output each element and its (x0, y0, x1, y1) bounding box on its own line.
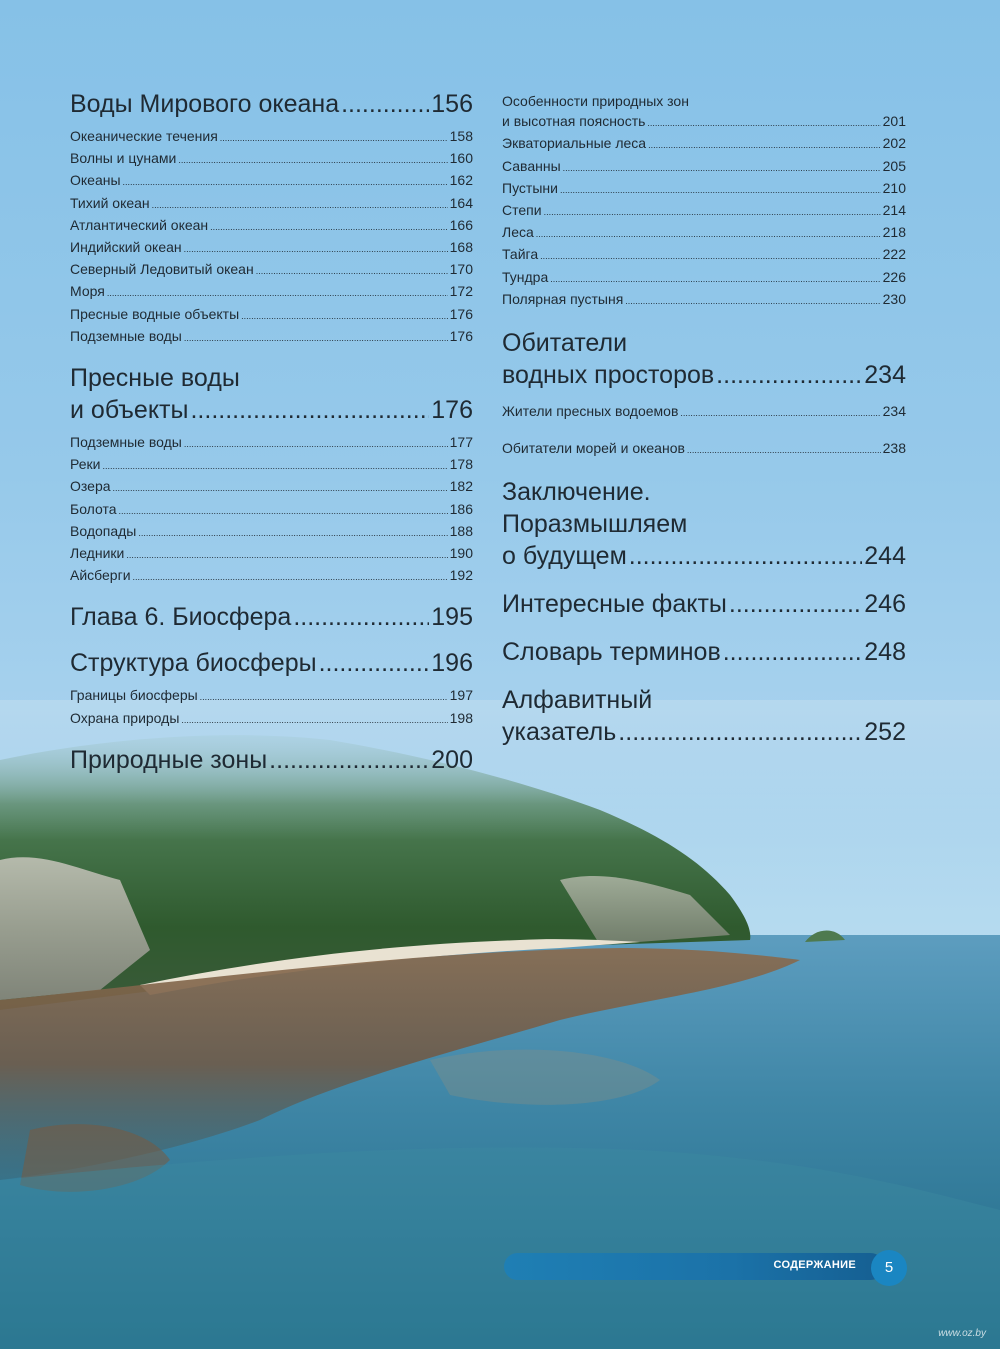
toc-right-column (502, 91, 906, 748)
toc-item[interactable] (70, 454, 473, 476)
section-title-line: Пресные воды (70, 364, 240, 393)
item-label: Пресные водные объекты (70, 305, 240, 322)
section-page: 196 (431, 649, 473, 678)
toc-item[interactable] (70, 432, 473, 454)
item-page: 162 (449, 172, 473, 189)
toc-entry[interactable] (502, 540, 906, 572)
dot-leader (729, 588, 862, 620)
dot-leader (210, 217, 447, 237)
dot-leader (687, 440, 881, 460)
dot-leader (341, 88, 429, 120)
item-page: 166 (449, 216, 473, 233)
item-label: Океанические течения (70, 128, 218, 144)
item-page: 192 (449, 567, 473, 584)
dot-leader (138, 523, 447, 543)
dot-leader (319, 647, 430, 679)
toc-item[interactable] (502, 289, 906, 311)
item-page: 226 (882, 268, 906, 285)
dot-leader (550, 269, 880, 289)
dot-leader (178, 150, 447, 170)
toc-entry[interactable] (70, 744, 473, 776)
item-page: 205 (882, 157, 906, 174)
section-title: Глава 6. Биосфера (70, 603, 292, 632)
section-title-line: Алфавитный (502, 686, 653, 715)
toc-entry[interactable] (502, 588, 906, 620)
toc-item[interactable] (70, 193, 473, 215)
dot-leader (680, 403, 880, 423)
toc-item[interactable] (502, 401, 906, 423)
dot-leader (723, 636, 863, 668)
section-title-line: Заключение. (502, 478, 651, 507)
dot-leader (184, 328, 448, 348)
item-label: Атлантический океан (70, 216, 209, 233)
toc-item[interactable] (70, 685, 473, 707)
item-label: Тихий океан (70, 194, 150, 211)
item-page: 218 (882, 224, 906, 241)
toc-item[interactable] (502, 178, 906, 200)
toc-entry[interactable] (70, 601, 473, 633)
toc-section-facts (502, 588, 906, 620)
item-label: Экваториальные леса (502, 135, 647, 152)
item-page: 214 (882, 202, 906, 219)
section-title-line: Поразмышляем (502, 510, 688, 539)
footer-section-tab (504, 1253, 884, 1280)
item-page: 188 (449, 522, 473, 539)
dot-leader (107, 283, 448, 303)
toc-item[interactable] (502, 111, 906, 133)
toc-item[interactable] (70, 543, 473, 565)
toc-item[interactable] (70, 281, 473, 303)
section-title: указатель (502, 718, 617, 747)
section-page: 252 (864, 718, 906, 747)
item-label: Степи (502, 202, 542, 219)
dot-leader (536, 224, 881, 244)
item-label: Границы биосферы (70, 687, 198, 704)
dot-leader (648, 135, 881, 155)
toc-section-index (502, 684, 906, 748)
dot-leader (190, 394, 429, 426)
footer-label: СОДЕРЖАНИЕ (773, 1259, 856, 1271)
toc-item[interactable] (70, 708, 473, 730)
dot-leader (184, 434, 448, 454)
item-page: 190 (449, 545, 473, 562)
item-label: Саванны (502, 157, 561, 174)
dot-leader (119, 501, 448, 521)
item-page: 170 (449, 261, 473, 278)
dot-leader (563, 158, 881, 178)
item-label: Болота (70, 500, 117, 517)
item-page: 168 (449, 239, 473, 256)
item-label: Обитатели морей и океанов (502, 440, 685, 457)
toc-item[interactable] (70, 126, 473, 148)
section-title: Словарь терминов (502, 638, 721, 667)
section-page: 195 (431, 603, 473, 632)
section-title: и объекты (70, 396, 189, 425)
toc-section-conclusion (502, 476, 906, 572)
item-page: 182 (449, 478, 473, 495)
toc-item[interactable] (502, 438, 906, 460)
item-label: Леса (502, 224, 534, 241)
dot-leader (716, 359, 862, 391)
item-label: Полярная пустыня (502, 290, 624, 307)
item-page: 178 (449, 456, 473, 473)
section-page: 176 (431, 396, 473, 425)
item-page: 158 (449, 128, 473, 144)
item-label: Жители пресных водоемов (502, 403, 679, 420)
toc-entry[interactable] (502, 636, 906, 668)
toc-section-ocean-waters (70, 88, 473, 348)
toc-entry[interactable] (502, 359, 906, 391)
toc-item[interactable] (70, 476, 473, 498)
section-page: 248 (864, 638, 906, 667)
dot-leader (629, 540, 863, 572)
item-page: 222 (882, 246, 906, 263)
item-label: Озера (70, 478, 111, 495)
section-title: Интересные факты (502, 590, 727, 619)
section-title-line: Обитатели (502, 329, 628, 358)
zones-intro-line: Особенности природных зон (502, 93, 689, 109)
item-page: 202 (882, 135, 906, 152)
section-page: 156 (431, 90, 473, 118)
dot-leader (647, 113, 880, 133)
dot-leader (184, 239, 448, 259)
toc-section-inhabitants (502, 327, 906, 460)
toc-item[interactable] (502, 133, 906, 155)
dot-leader (152, 195, 448, 215)
toc-item[interactable] (70, 215, 473, 237)
item-label: Пустыни (502, 179, 558, 196)
section-title: Воды Мирового океана (70, 90, 340, 118)
dot-leader (540, 246, 881, 266)
toc-item[interactable] (70, 170, 473, 192)
section-page: 244 (864, 542, 906, 571)
item-label: Охрана природы (70, 709, 180, 726)
item-page: 201 (882, 113, 906, 130)
toc-item[interactable] (502, 156, 906, 178)
toc-entry[interactable] (502, 716, 906, 748)
dot-leader (123, 172, 448, 192)
page-number: 5 (871, 1250, 907, 1286)
item-page: 238 (882, 440, 906, 457)
section-page: 234 (864, 361, 906, 390)
toc-item[interactable] (70, 259, 473, 281)
item-page: 164 (449, 194, 473, 211)
item-page: 210 (882, 179, 906, 196)
toc-entry[interactable] (70, 394, 473, 426)
item-page: 230 (882, 290, 906, 307)
item-page: 172 (449, 283, 473, 300)
toc-item[interactable] (70, 565, 473, 587)
toc-entry[interactable] (70, 88, 473, 120)
section-title: Структура биосферы (70, 649, 317, 678)
dot-leader (181, 710, 447, 730)
item-label: Волны и цунами (70, 150, 177, 167)
dot-leader (560, 180, 881, 200)
dot-leader (133, 567, 448, 587)
item-page: 176 (449, 327, 473, 344)
section-page: 200 (431, 745, 473, 774)
toc-item[interactable] (70, 326, 473, 348)
item-page: 198 (449, 709, 473, 726)
item-label: Океаны (70, 172, 121, 189)
toc-item[interactable] (502, 222, 906, 244)
dot-leader (241, 306, 448, 326)
item-label: Подземные воды (70, 327, 182, 344)
item-label: Тайга (502, 246, 539, 263)
item-label: Реки (70, 456, 101, 473)
dot-leader (625, 291, 880, 311)
dot-leader (293, 601, 429, 633)
dot-leader (256, 261, 448, 281)
watermark: www.oz.by (938, 1328, 986, 1339)
item-label: Подземные воды (70, 434, 182, 451)
section-title: Природные зоны (70, 745, 268, 774)
dot-leader (220, 128, 448, 148)
dot-leader (113, 478, 448, 498)
item-label: Ледники (70, 545, 125, 562)
toc-item[interactable] (502, 200, 906, 222)
toc-section-chapter-6 (70, 601, 473, 633)
toc-entry[interactable] (70, 647, 473, 679)
dot-leader (200, 687, 448, 707)
toc-item[interactable] (70, 521, 473, 543)
item-page: 186 (449, 500, 473, 517)
item-label: Северный Ледовитый океан (70, 261, 254, 278)
section-title: о будущем (502, 542, 627, 571)
item-label: Водопады (70, 522, 137, 539)
toc-item[interactable] (70, 237, 473, 259)
item-label: и высотная поясность (502, 113, 646, 130)
item-label: Индийский океан (70, 239, 182, 256)
dot-leader (544, 202, 881, 222)
toc-item[interactable] (502, 244, 906, 266)
item-page: 234 (882, 403, 906, 420)
section-title: водных просторов (502, 361, 715, 390)
item-label: Тундра (502, 268, 549, 285)
section-page: 246 (864, 590, 906, 619)
dot-leader (269, 744, 429, 776)
toc-section-biosphere-structure (70, 647, 473, 729)
dot-leader (618, 716, 862, 748)
item-page: 160 (449, 150, 473, 167)
item-page: 176 (449, 305, 473, 322)
toc-left-column (70, 88, 473, 784)
toc-section-fresh-waters (70, 362, 473, 587)
dot-leader (126, 545, 447, 565)
item-label: Айсберги (70, 567, 131, 584)
item-label: Моря (70, 283, 105, 300)
toc-item[interactable] (70, 499, 473, 521)
toc-item[interactable] (70, 148, 473, 170)
item-page: 177 (449, 434, 473, 451)
toc-section-glossary (502, 636, 906, 668)
toc-section-natural-zones (70, 744, 473, 776)
toc-item[interactable] (502, 267, 906, 289)
toc-item[interactable] (70, 304, 473, 326)
item-page: 197 (449, 687, 473, 704)
dot-leader (102, 456, 447, 476)
